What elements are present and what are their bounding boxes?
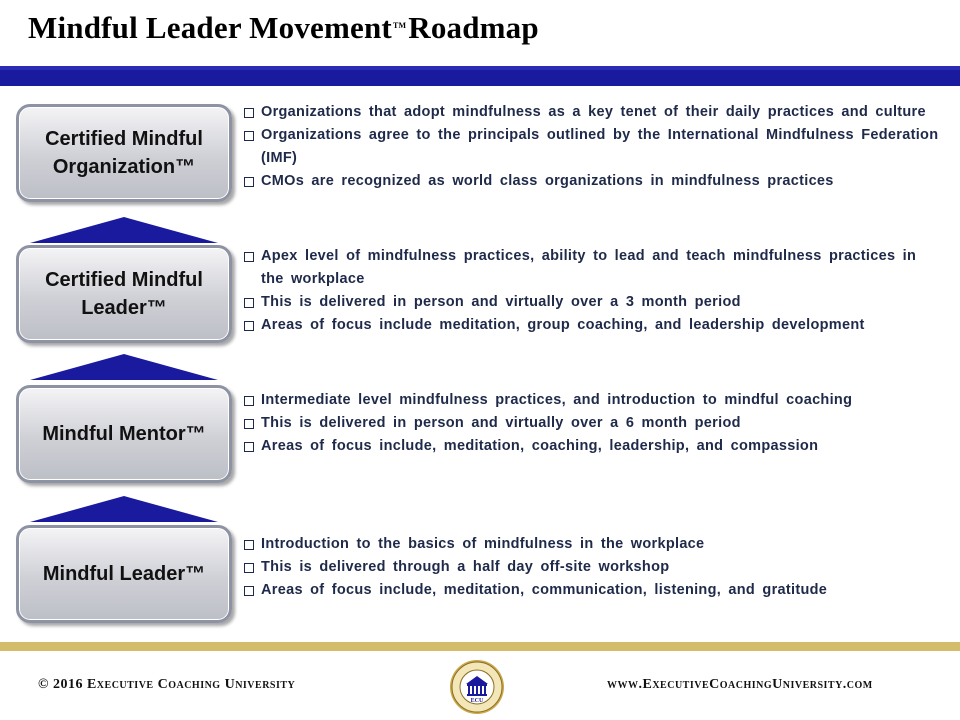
bullet-text: Introduction to the basics of mindfulness in the workplace bbox=[261, 536, 705, 552]
page-title bbox=[28, 10, 539, 46]
checkbox-bullet-icon bbox=[244, 540, 254, 550]
bullet-item bbox=[242, 170, 942, 193]
bullet-item bbox=[242, 435, 942, 458]
checkbox-bullet-icon bbox=[244, 419, 254, 429]
footer-copyright: © 2016 Executive Coaching University bbox=[38, 677, 296, 692]
bullet-item bbox=[242, 533, 942, 556]
level-bullets-mindful-leader bbox=[242, 533, 942, 602]
title-end: Roadmap bbox=[408, 10, 539, 45]
footer-url[interactable]: www.ExecutiveCoachingUniversity.com bbox=[607, 677, 873, 692]
bullet-item bbox=[242, 412, 942, 435]
level-label: Mindful Leader™ bbox=[42, 563, 206, 585]
bullet-item bbox=[242, 556, 942, 579]
footer-divider bbox=[0, 642, 960, 651]
bullet-text: Apex level of mindfulness practices, ability to lead and teach mindfulness practices in the workplace bbox=[261, 248, 917, 287]
seal-initials: ECU bbox=[470, 698, 484, 704]
checkbox-bullet-icon bbox=[244, 586, 254, 596]
checkbox-bullet-icon bbox=[244, 177, 254, 187]
bullet-item bbox=[242, 291, 942, 314]
level-box-mindful-leader bbox=[16, 525, 232, 623]
checkbox-bullet-icon bbox=[244, 442, 254, 452]
header-divider bbox=[0, 70, 960, 86]
title-main: Mindful Leader Movement bbox=[28, 10, 392, 45]
level-label: Mindful Mentor™ bbox=[42, 423, 206, 445]
checkbox-bullet-icon bbox=[244, 108, 254, 118]
up-arrow-icon bbox=[30, 354, 218, 380]
level-label: Certified Mindful Organization™ bbox=[45, 128, 203, 178]
bullet-text: CMOs are recognized as world class organizations in mindfulness practices bbox=[261, 173, 834, 189]
checkbox-bullet-icon bbox=[244, 252, 254, 262]
bullet-item bbox=[242, 579, 942, 602]
bullet-text: Areas of focus include, meditation, coaching, leadership, and compassion bbox=[261, 438, 819, 454]
checkbox-bullet-icon bbox=[244, 131, 254, 141]
title-trademark: TM bbox=[392, 21, 407, 30]
bullet-item bbox=[242, 124, 942, 170]
level-bullets-certified-organization bbox=[242, 101, 942, 193]
level-label: Certified Mindful Leader™ bbox=[45, 269, 203, 319]
bullet-text: Areas of focus include, meditation, communication, listening, and gratitude bbox=[261, 582, 828, 598]
level-box-mindful-mentor bbox=[16, 385, 232, 483]
bullet-text: Organizations agree to the principals outlined by the International Mindfulness Federation (IMF) bbox=[261, 127, 939, 166]
bullet-item bbox=[242, 245, 942, 291]
bullet-text: This is delivered in person and virtually over a 3 month period bbox=[261, 294, 741, 310]
checkbox-bullet-icon bbox=[244, 321, 254, 331]
up-arrow-icon bbox=[30, 496, 218, 522]
level-bullets-certified-leader bbox=[242, 245, 942, 337]
checkbox-bullet-icon bbox=[244, 396, 254, 406]
bullet-item bbox=[242, 101, 942, 124]
university-seal-icon bbox=[449, 659, 505, 715]
bullet-item bbox=[242, 314, 942, 337]
bullet-text: This is delivered in person and virtually over a 6 month period bbox=[261, 415, 741, 431]
up-arrow-icon bbox=[30, 217, 218, 243]
checkbox-bullet-icon bbox=[244, 298, 254, 308]
bullet-text: This is delivered through a half day off-site workshop bbox=[261, 559, 670, 575]
bullet-text: Organizations that adopt mindfulness as a key tenet of their daily practices and culture bbox=[261, 104, 926, 120]
bullet-text: Intermediate level mindfulness practices, and introduction to mindful coaching bbox=[261, 392, 853, 408]
level-box-certified-leader bbox=[16, 245, 232, 343]
bullet-item bbox=[242, 389, 942, 412]
bullet-text: Areas of focus include meditation, group coaching, and leadership development bbox=[261, 317, 865, 333]
level-box-certified-organization bbox=[16, 104, 232, 202]
checkbox-bullet-icon bbox=[244, 563, 254, 573]
level-bullets-mindful-mentor bbox=[242, 389, 942, 458]
